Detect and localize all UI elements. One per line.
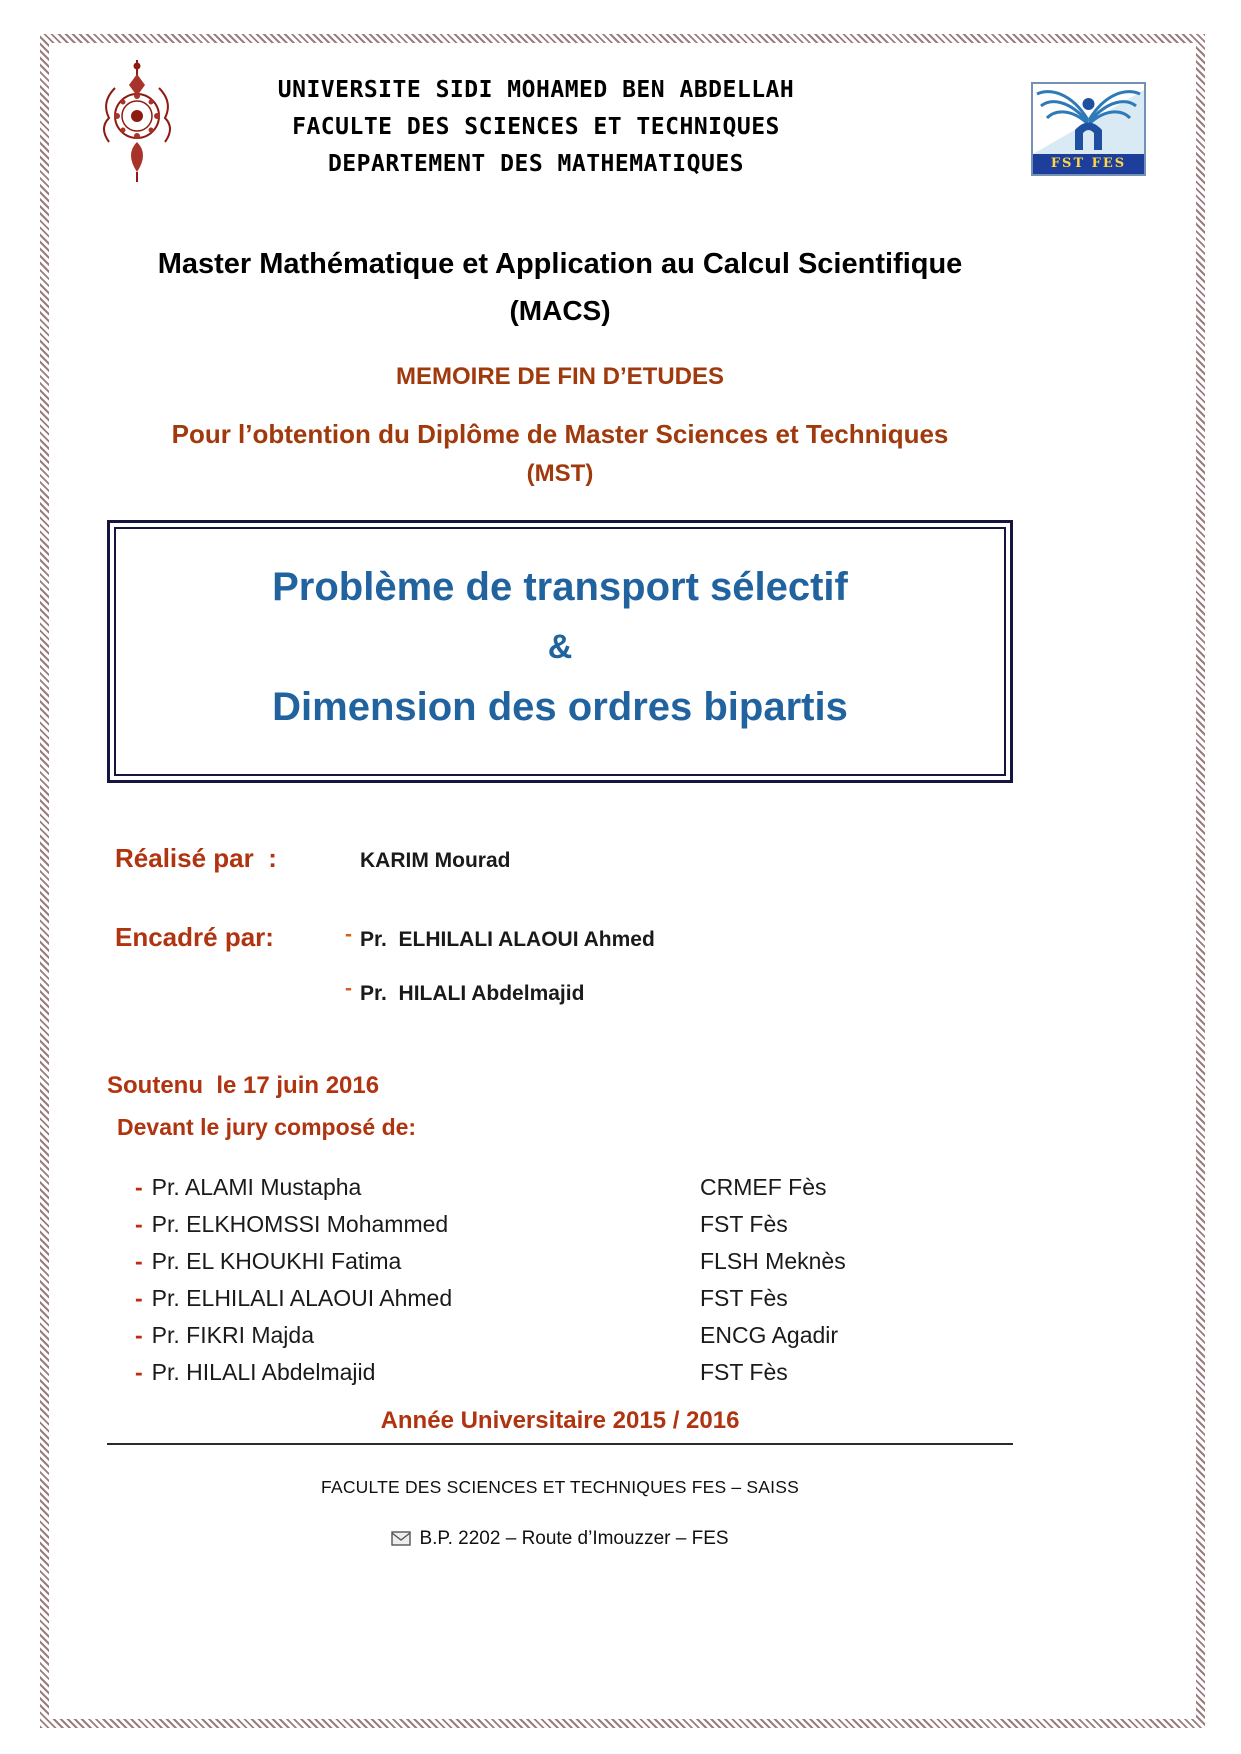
jury-row xyxy=(135,1280,1013,1317)
author-name: KARIM Mourad xyxy=(360,849,511,872)
jury-dash: - xyxy=(135,1322,143,1348)
program-block xyxy=(107,248,1013,488)
fst-logo-caption: FST FES xyxy=(1033,154,1144,174)
jury-member-name xyxy=(135,1280,700,1317)
advisor-dash: - xyxy=(345,923,352,946)
footer-address-line xyxy=(107,1528,1013,1552)
advisors-row xyxy=(115,922,1013,1006)
thesis-title-line2: Dimension des ordres bipartis xyxy=(272,685,848,729)
jury-member-name xyxy=(135,1243,700,1280)
jury-member-name xyxy=(135,1206,700,1243)
jury-dash: - xyxy=(135,1174,143,1200)
master-program-abbr: (MACS) xyxy=(509,295,611,326)
fst-fes-logo xyxy=(1031,82,1146,176)
jury-member-affiliation: FST Fès xyxy=(700,1285,788,1311)
horizontal-rule xyxy=(107,1443,1013,1445)
jury-dash: - xyxy=(135,1285,143,1311)
jury-row xyxy=(135,1354,1013,1391)
jury-member-name xyxy=(135,1317,700,1354)
jury-member-name xyxy=(135,1354,700,1391)
jury-member-affiliation: FST Fès xyxy=(700,1211,788,1237)
jury-member-affiliation: FLSH Meknès xyxy=(700,1248,846,1274)
jury-dash: - xyxy=(135,1211,143,1237)
university-emblem-logo xyxy=(95,58,185,189)
jury-list xyxy=(107,1169,1013,1391)
author-row xyxy=(115,843,1013,874)
jury-row xyxy=(135,1206,1013,1243)
fst-wings-icon xyxy=(1033,84,1144,154)
advisor-name: Pr. ELHILALI ALAOUI Ahmed xyxy=(360,928,655,951)
faculty-name: FACULTE DES SCIENCES ET TECHNIQUES xyxy=(292,114,780,140)
jury-name-text: Pr. FIKRI Majda xyxy=(151,1322,314,1348)
diploma-purpose: Pour l’obtention du Diplôme de Master Sciences et Techniques xyxy=(171,419,949,449)
jury-name-text: Pr. ALAMI Mustapha xyxy=(151,1174,362,1200)
university-name: UNIVERSITE SIDI MOHAMED BEN ABDELLAH xyxy=(277,77,795,103)
jury-heading: Devant le jury composé de: xyxy=(117,1114,417,1140)
jury-row xyxy=(135,1243,1013,1280)
jury-member-affiliation: CRMEF Fès xyxy=(700,1174,827,1200)
jury-member-affiliation: ENCG Agadir xyxy=(700,1322,839,1348)
jury-name-text: Pr. EL KHOUKHI Fatima xyxy=(151,1248,402,1274)
encadre-par-label: Encadré par: xyxy=(115,922,274,952)
jury-name-text: Pr. HILALI Abdelmajid xyxy=(151,1359,376,1385)
memoire-heading: MEMOIRE DE FIN D’ETUDES xyxy=(395,363,725,390)
jury-dash: - xyxy=(135,1359,143,1385)
defense-date: Soutenu le 17 juin 2016 xyxy=(107,1072,380,1099)
thesis-title-ampersand: & xyxy=(547,628,573,666)
jury-row xyxy=(135,1169,1013,1206)
main-column xyxy=(107,248,1013,1552)
advisor-item xyxy=(345,923,655,952)
jury-dash: - xyxy=(135,1248,143,1274)
thesis-title-box xyxy=(107,520,1013,783)
realise-par-label: Réalisé par : xyxy=(115,843,277,873)
advisor-list xyxy=(345,923,655,1006)
academic-year: Année Universitaire 2015 / 2016 xyxy=(380,1407,740,1434)
university-emblem-icon xyxy=(95,58,179,184)
thesis-title-line1: Problème de transport sélectif xyxy=(272,565,848,609)
jury-member-name xyxy=(135,1169,700,1206)
page-content xyxy=(95,58,1146,1552)
jury-name-text: Pr. ELKHOMSSI Mohammed xyxy=(151,1211,449,1237)
advisor-name: Pr. HILALI Abdelmajid xyxy=(360,982,585,1005)
address-text: B.P. 2202 – Route d’Imouzzer – FES xyxy=(419,1528,729,1549)
thesis-title-box-inner xyxy=(114,527,1006,776)
footer-faculty-line: FACULTE DES SCIENCES ET TECHNIQUES FES – SAISS xyxy=(321,1477,799,1497)
diploma-abbr: (MST) xyxy=(526,460,594,487)
jury-member-affiliation: FST Fès xyxy=(700,1359,788,1385)
institution-heading xyxy=(185,58,1031,183)
jury-row xyxy=(135,1317,1013,1354)
header xyxy=(95,58,1146,192)
master-program-title: Master Mathématique et Application au Calcul Scientifique xyxy=(157,248,963,280)
envelope-icon xyxy=(391,1530,411,1552)
credits-section xyxy=(107,843,1013,1006)
advisor-item xyxy=(345,977,655,1006)
jury-name-text: Pr. ELHILALI ALAOUI Ahmed xyxy=(151,1285,453,1311)
advisor-dash: - xyxy=(345,977,352,1000)
department-name: DEPARTEMENT DES MATHEMATIQUES xyxy=(327,151,745,177)
